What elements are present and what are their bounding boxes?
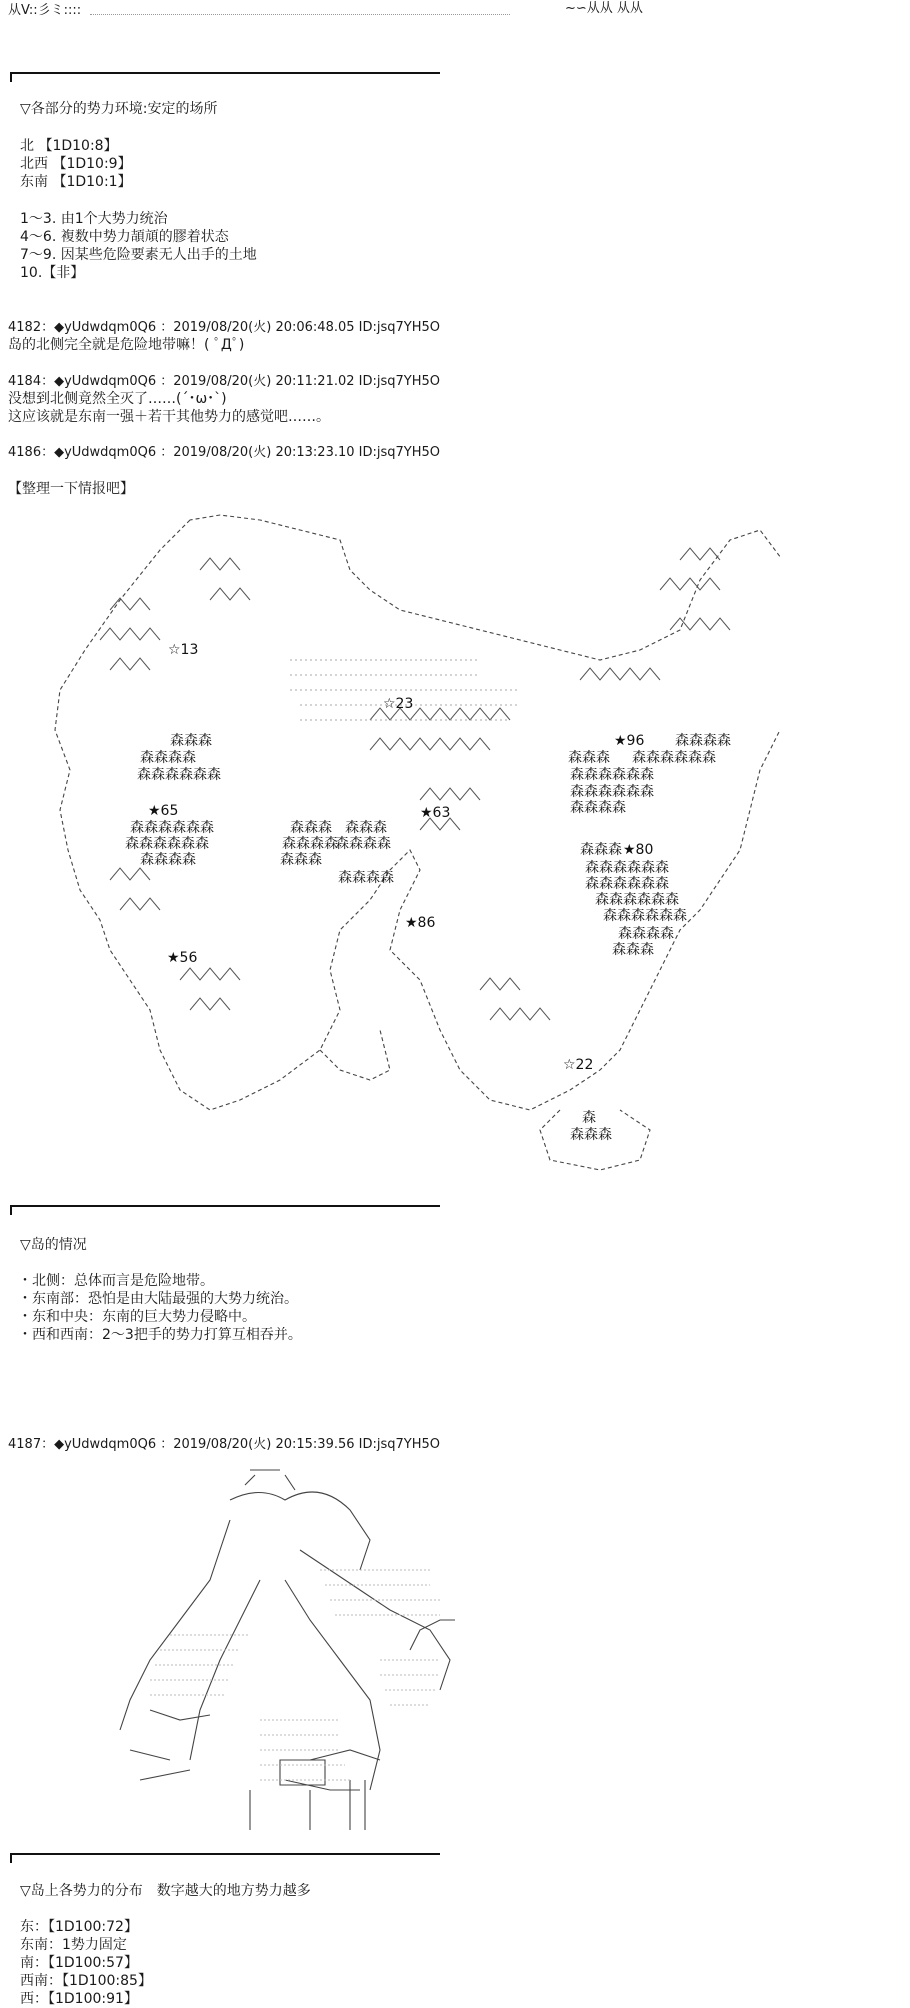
- post-header: 4186：◆yUdwdqm0Q6 ：2019/08/20(火) 20:13:23.10 ID:jsq7YH5O: [8, 445, 440, 460]
- character-ascii-art: [110, 1460, 460, 1850]
- roll-line: 东：【1D100:72】: [20, 1919, 138, 1935]
- section-heading: ▽各部分的势力环境:安定的场所: [20, 101, 218, 117]
- section-divider: [10, 72, 440, 82]
- forest-cluster: 森森森森森森: [130, 820, 214, 836]
- map-label-star-13: ☆13: [168, 642, 199, 658]
- forest-cluster: 森森森: [170, 733, 212, 749]
- top-aa-fragment: 从V::彡ミ::::: [8, 3, 82, 18]
- table-line: 7～9. 因某些危险要素无人出手的土地: [20, 247, 257, 263]
- forest-cluster: 森森森: [345, 820, 387, 836]
- forest-cluster: 森森森森: [338, 870, 394, 886]
- roll-line: 北西 【1D10:9】: [20, 156, 132, 172]
- section-divider: [10, 1205, 440, 1215]
- forest-cluster: 森森森森: [675, 733, 731, 749]
- map-caption: 【整理一下情报吧】: [8, 481, 134, 497]
- roll-line: 东南 【1D10:1】: [20, 174, 132, 190]
- forest-cluster: 森森森: [612, 942, 654, 958]
- forest-cluster: 森森森森森森: [585, 860, 669, 876]
- map-label-star-22: ☆22: [563, 1057, 594, 1073]
- map-label-star-56: ★56: [167, 950, 198, 966]
- forest-cluster: 森: [582, 1110, 596, 1126]
- situation-line: ・北侧：总体而言是危险地带。: [18, 1273, 214, 1289]
- forest-cluster: 森森森: [280, 852, 322, 868]
- map-label-star-96: ★96: [614, 733, 645, 749]
- section-heading: ▽岛的情况: [20, 1237, 87, 1253]
- map-label-star-65: ★65: [148, 803, 179, 819]
- situation-line: ・东南部：恐怕是由大陆最强的大势力统治。: [18, 1291, 298, 1307]
- forest-cluster: 森森森: [570, 1127, 612, 1143]
- top-aa-fragment-right: ~∽从从 从从: [565, 1, 643, 16]
- forest-cluster: 森森森森: [282, 836, 338, 852]
- situation-line: ・东和中央：东南的巨大势力侵略中。: [18, 1309, 256, 1325]
- roll-line: 南：【1D100:57】: [20, 1955, 138, 1971]
- post-header: 4182：◆yUdwdqm0Q6 ：2019/08/20(火) 20:06:48.05 ID:jsq7YH5O: [8, 320, 440, 335]
- forest-cluster: 森森森森: [140, 852, 196, 868]
- table-line: 4～6. 複数中势力頡頏的膠着状态: [20, 229, 229, 245]
- post-line: 岛的北侧完全就是危险地带嘛！( ﾟДﾟ): [8, 337, 245, 353]
- forest-cluster: 森森森: [290, 820, 332, 836]
- forest-cluster: 森森森森森森: [570, 767, 654, 783]
- roll-line: 东南：1势力固定: [20, 1937, 127, 1953]
- map-label-star-86: ★86: [405, 915, 436, 931]
- roll-line: 北 【1D10:8】: [20, 138, 118, 154]
- forest-cluster: 森森森森森森: [570, 784, 654, 800]
- forest-cluster: 森森森森: [570, 800, 626, 816]
- roll-line: 西：【1D100:91】: [20, 1991, 138, 2007]
- section-heading: ▽岛上各势力的分布 数字越大的地方势力越多: [20, 1883, 311, 1899]
- forest-cluster: 森森森森森森: [595, 892, 679, 908]
- forest-cluster: 森森森森森森: [585, 876, 669, 892]
- map-label-star-23: ☆23: [383, 696, 414, 712]
- map-label-star-63: ★63: [420, 805, 451, 821]
- post-header: 4184：◆yUdwdqm0Q6 ：2019/08/20(火) 20:11:21.02 ID:jsq7YH5O: [8, 374, 440, 389]
- forest-cluster: 森森森森森森: [125, 836, 209, 852]
- forest-cluster: 森森森: [568, 750, 610, 766]
- forest-cluster: 森森森森: [335, 836, 391, 852]
- situation-line: ・西和西南：2～3把手的势力打算互相吞并。: [18, 1327, 302, 1343]
- map-label-star-80: ★80: [623, 842, 654, 858]
- forest-cluster: 森森森: [580, 842, 622, 858]
- table-line: 1～3. 由1个大势力统治: [20, 211, 168, 227]
- post-header: 4187：◆yUdwdqm0Q6 ：2019/08/20(火) 20:15:39.56 ID:jsq7YH5O: [8, 1437, 440, 1452]
- post-line: 没想到北侧竟然全灭了……(´･ω･`): [8, 391, 227, 407]
- forest-cluster: 森森森森森森: [603, 908, 687, 924]
- roll-line: 西南：【1D100:85】: [20, 1973, 152, 1989]
- forest-cluster: 森森森森: [618, 926, 674, 942]
- forest-cluster: 森森森森森森: [632, 750, 716, 766]
- post-line: 这应该就是东南一强＋若干其他势力的感觉吧……。: [8, 409, 330, 425]
- forest-cluster: 森森森森森森: [137, 767, 221, 783]
- section-divider: [10, 1853, 440, 1863]
- forest-cluster: 森森森森: [140, 750, 196, 766]
- top-aa-dots: [90, 4, 510, 15]
- table-line: 10.【非】: [20, 265, 85, 281]
